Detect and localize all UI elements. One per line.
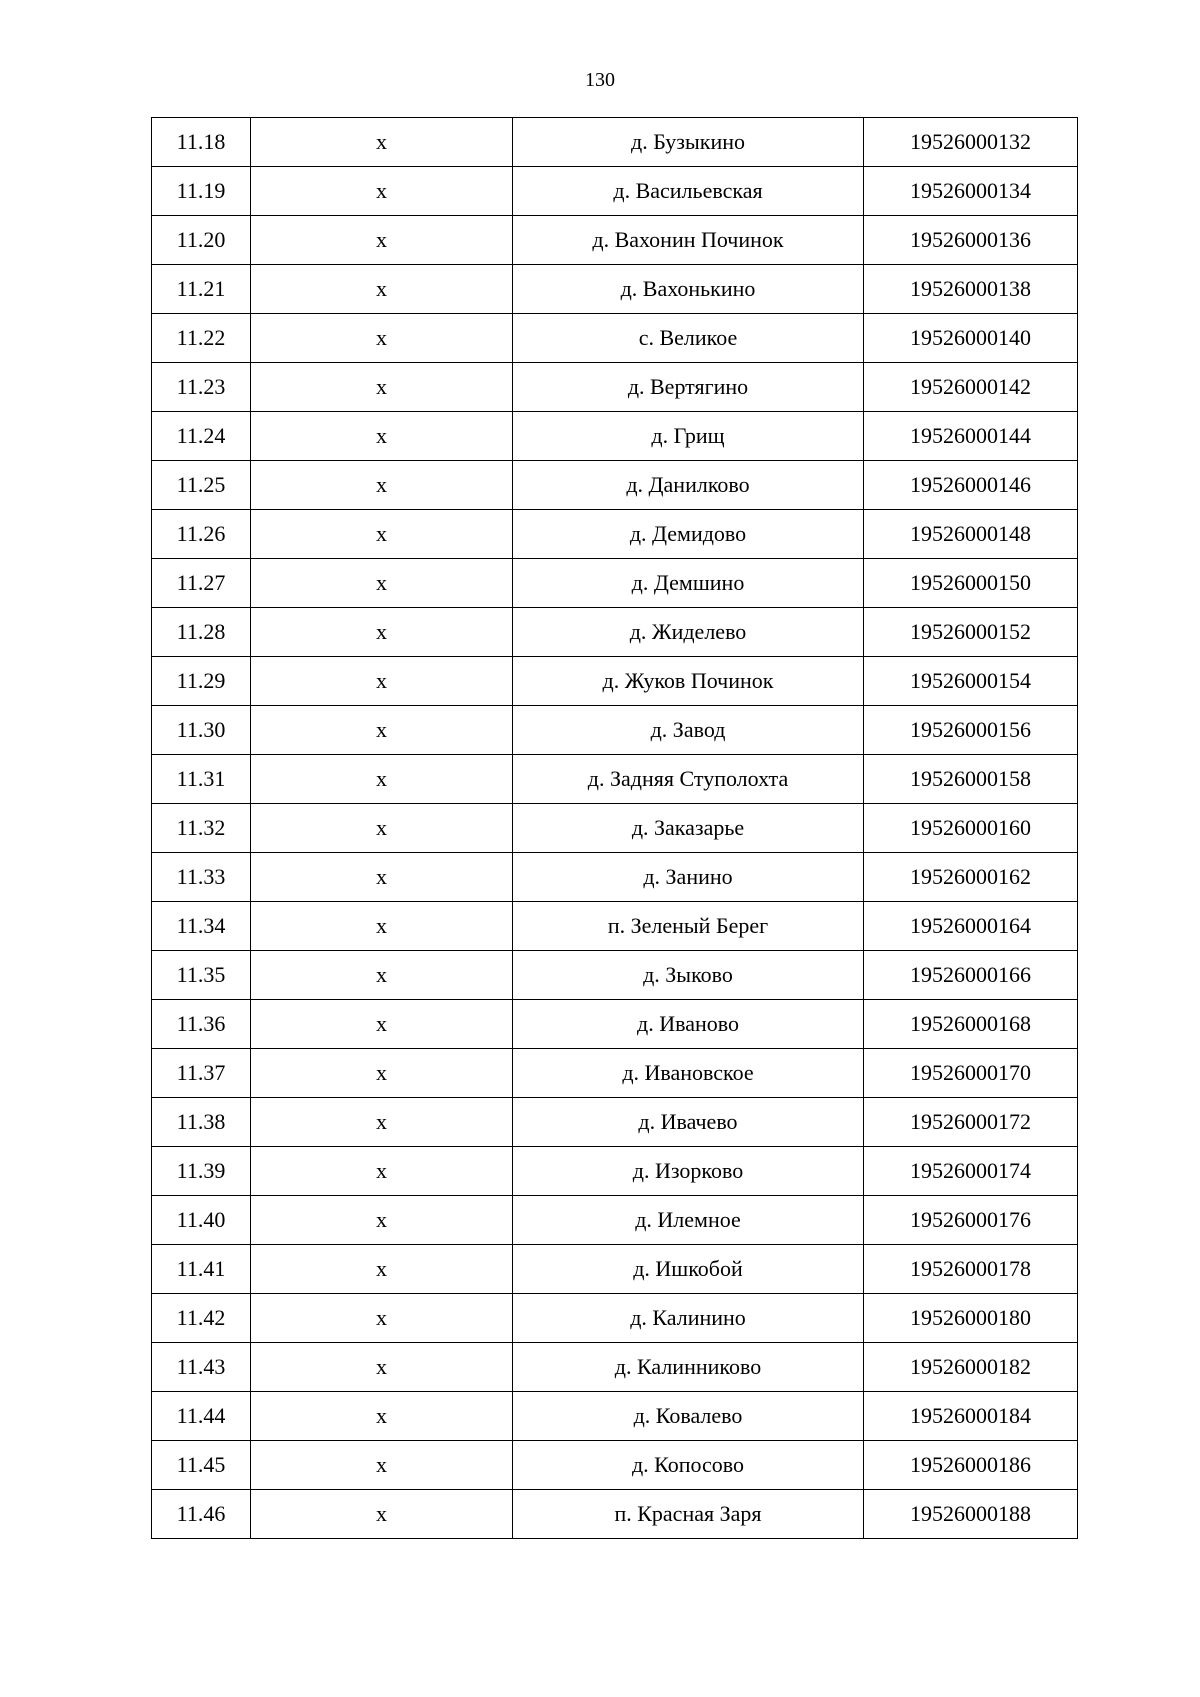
mark-cell: х [251, 1196, 513, 1245]
mark-cell: х [251, 1294, 513, 1343]
row-number-cell: 11.30 [152, 706, 251, 755]
settlement-name-cell: д. Вахонин Починок [513, 216, 864, 265]
mark-cell: х [251, 1490, 513, 1539]
row-number-cell: 11.36 [152, 1000, 251, 1049]
row-number-cell: 11.19 [152, 167, 251, 216]
settlement-name-cell: д. Задняя Ступолохта [513, 755, 864, 804]
settlement-name-cell: д. Жиделево [513, 608, 864, 657]
mark-cell: х [251, 657, 513, 706]
oktmo-code-cell: 19526000188 [864, 1490, 1078, 1539]
row-number-cell: 11.21 [152, 265, 251, 314]
row-number-cell: 11.31 [152, 755, 251, 804]
table-row [152, 608, 1078, 657]
settlement-name-cell: д. Грищ [513, 412, 864, 461]
oktmo-code-cell: 19526000174 [864, 1147, 1078, 1196]
settlement-name-cell: д. Ишкобой [513, 1245, 864, 1294]
row-number-cell: 11.39 [152, 1147, 251, 1196]
settlement-name-cell: с. Великое [513, 314, 864, 363]
row-number-cell: 11.34 [152, 902, 251, 951]
table-row [152, 902, 1078, 951]
oktmo-code-cell: 19526000168 [864, 1000, 1078, 1049]
settlements-table [151, 117, 1078, 1539]
oktmo-code-cell: 19526000172 [864, 1098, 1078, 1147]
mark-cell: х [251, 755, 513, 804]
settlement-name-cell: д. Вахонькино [513, 265, 864, 314]
row-number-cell: 11.28 [152, 608, 251, 657]
settlement-name-cell: д. Ивачево [513, 1098, 864, 1147]
mark-cell: х [251, 902, 513, 951]
oktmo-code-cell: 19526000136 [864, 216, 1078, 265]
oktmo-code-cell: 19526000132 [864, 118, 1078, 167]
row-number-cell: 11.44 [152, 1392, 251, 1441]
table-row [152, 1294, 1078, 1343]
oktmo-code-cell: 19526000160 [864, 804, 1078, 853]
oktmo-code-cell: 19526000156 [864, 706, 1078, 755]
oktmo-code-cell: 19526000162 [864, 853, 1078, 902]
row-number-cell: 11.45 [152, 1441, 251, 1490]
oktmo-code-cell: 19526000186 [864, 1441, 1078, 1490]
mark-cell: х [251, 1000, 513, 1049]
table-row [152, 1000, 1078, 1049]
mark-cell: х [251, 314, 513, 363]
row-number-cell: 11.42 [152, 1294, 251, 1343]
row-number-cell: 11.24 [152, 412, 251, 461]
table-row [152, 559, 1078, 608]
table-row [152, 118, 1078, 167]
settlement-name-cell: д. Занино [513, 853, 864, 902]
settlement-name-cell: п. Красная Заря [513, 1490, 864, 1539]
table-row [152, 1147, 1078, 1196]
row-number-cell: 11.18 [152, 118, 251, 167]
oktmo-code-cell: 19526000142 [864, 363, 1078, 412]
settlement-name-cell: д. Бузыкино [513, 118, 864, 167]
table-row [152, 216, 1078, 265]
mark-cell: х [251, 167, 513, 216]
row-number-cell: 11.41 [152, 1245, 251, 1294]
mark-cell: х [251, 363, 513, 412]
table-row [152, 412, 1078, 461]
settlement-name-cell: п. Зеленый Берег [513, 902, 864, 951]
settlement-name-cell: д. Калинниково [513, 1343, 864, 1392]
oktmo-code-cell: 19526000144 [864, 412, 1078, 461]
table-row [152, 755, 1078, 804]
mark-cell: х [251, 951, 513, 1000]
oktmo-code-cell: 19526000148 [864, 510, 1078, 559]
table-row [152, 1245, 1078, 1294]
settlement-name-cell: д. Ковалево [513, 1392, 864, 1441]
table-row [152, 363, 1078, 412]
table-row [152, 951, 1078, 1000]
mark-cell: х [251, 1245, 513, 1294]
mark-cell: х [251, 853, 513, 902]
oktmo-code-cell: 19526000170 [864, 1049, 1078, 1098]
row-number-cell: 11.35 [152, 951, 251, 1000]
mark-cell: х [251, 1098, 513, 1147]
oktmo-code-cell: 19526000134 [864, 167, 1078, 216]
table-row [152, 167, 1078, 216]
settlement-name-cell: д. Заказарье [513, 804, 864, 853]
oktmo-code-cell: 19526000164 [864, 902, 1078, 951]
row-number-cell: 11.20 [152, 216, 251, 265]
table-row [152, 1343, 1078, 1392]
mark-cell: х [251, 608, 513, 657]
settlement-name-cell: д. Изорково [513, 1147, 864, 1196]
mark-cell: х [251, 559, 513, 608]
table-body [152, 118, 1078, 1539]
settlement-name-cell: д. Завод [513, 706, 864, 755]
table-row [152, 657, 1078, 706]
table-row [152, 461, 1078, 510]
table-row [152, 804, 1078, 853]
page-number: 130 [585, 69, 615, 91]
settlement-name-cell: д. Ивановское [513, 1049, 864, 1098]
mark-cell: х [251, 1441, 513, 1490]
settlement-name-cell: д. Копосово [513, 1441, 864, 1490]
mark-cell: х [251, 118, 513, 167]
settlement-name-cell: д. Жуков Починок [513, 657, 864, 706]
mark-cell: х [251, 1392, 513, 1441]
mark-cell: х [251, 412, 513, 461]
row-number-cell: 11.37 [152, 1049, 251, 1098]
table-row [152, 1049, 1078, 1098]
table-row [152, 265, 1078, 314]
table-row [152, 706, 1078, 755]
oktmo-code-cell: 19526000184 [864, 1392, 1078, 1441]
oktmo-code-cell: 19526000176 [864, 1196, 1078, 1245]
mark-cell: х [251, 510, 513, 559]
row-number-cell: 11.23 [152, 363, 251, 412]
oktmo-code-cell: 19526000152 [864, 608, 1078, 657]
oktmo-code-cell: 19526000138 [864, 265, 1078, 314]
table-row [152, 853, 1078, 902]
oktmo-code-cell: 19526000182 [864, 1343, 1078, 1392]
table-row [152, 1392, 1078, 1441]
row-number-cell: 11.25 [152, 461, 251, 510]
mark-cell: х [251, 706, 513, 755]
settlement-name-cell: д. Вертягино [513, 363, 864, 412]
row-number-cell: 11.33 [152, 853, 251, 902]
settlement-name-cell: д. Демидово [513, 510, 864, 559]
oktmo-code-cell: 19526000150 [864, 559, 1078, 608]
settlement-name-cell: д. Илемное [513, 1196, 864, 1245]
row-number-cell: 11.32 [152, 804, 251, 853]
settlement-name-cell: д. Демшино [513, 559, 864, 608]
mark-cell: х [251, 265, 513, 314]
table-row [152, 1441, 1078, 1490]
row-number-cell: 11.43 [152, 1343, 251, 1392]
row-number-cell: 11.26 [152, 510, 251, 559]
oktmo-code-cell: 19526000178 [864, 1245, 1078, 1294]
row-number-cell: 11.27 [152, 559, 251, 608]
table-row [152, 1196, 1078, 1245]
settlement-name-cell: д. Васильевская [513, 167, 864, 216]
settlement-name-cell: д. Иваново [513, 1000, 864, 1049]
oktmo-code-cell: 19526000166 [864, 951, 1078, 1000]
mark-cell: х [251, 1343, 513, 1392]
mark-cell: х [251, 1049, 513, 1098]
table-row [152, 510, 1078, 559]
table-row [152, 314, 1078, 363]
row-number-cell: 11.38 [152, 1098, 251, 1147]
settlement-name-cell: д. Зыково [513, 951, 864, 1000]
row-number-cell: 11.22 [152, 314, 251, 363]
mark-cell: х [251, 216, 513, 265]
mark-cell: х [251, 461, 513, 510]
oktmo-code-cell: 19526000146 [864, 461, 1078, 510]
oktmo-code-cell: 19526000180 [864, 1294, 1078, 1343]
table-row [152, 1098, 1078, 1147]
oktmo-code-cell: 19526000154 [864, 657, 1078, 706]
row-number-cell: 11.46 [152, 1490, 251, 1539]
mark-cell: х [251, 804, 513, 853]
oktmo-code-cell: 19526000158 [864, 755, 1078, 804]
settlement-name-cell: д. Данилково [513, 461, 864, 510]
settlement-name-cell: д. Калинино [513, 1294, 864, 1343]
oktmo-code-cell: 19526000140 [864, 314, 1078, 363]
mark-cell: х [251, 1147, 513, 1196]
row-number-cell: 11.40 [152, 1196, 251, 1245]
table-row [152, 1490, 1078, 1539]
row-number-cell: 11.29 [152, 657, 251, 706]
